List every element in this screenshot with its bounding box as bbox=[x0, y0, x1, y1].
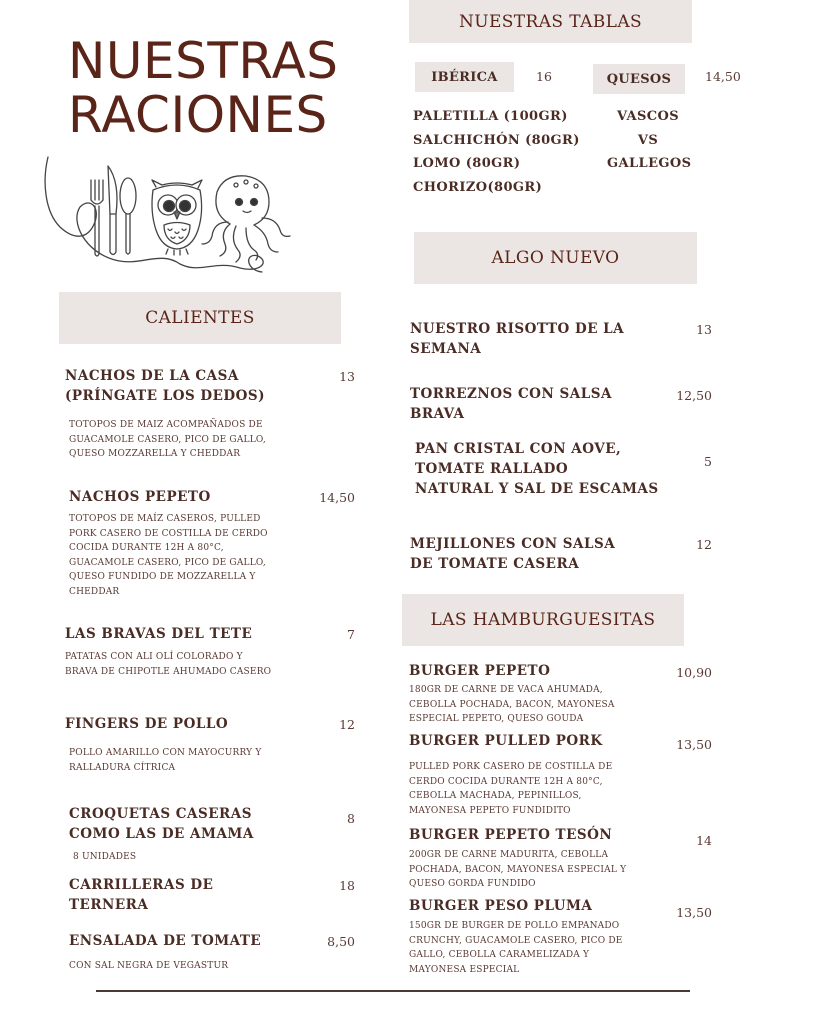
item-price: 5 bbox=[704, 454, 712, 469]
menu-item-nachos-de-la-casa bbox=[65, 366, 365, 462]
title-line-2: RACIONES bbox=[68, 86, 328, 144]
tag-text: IBÉRICA bbox=[431, 69, 498, 85]
fork-icon bbox=[91, 180, 103, 256]
item-description: PATATAS CON ALI OLÍ COLORADO Y BRAVA DE CHIPOTLE AHUMADO CASERO bbox=[65, 652, 272, 677]
menu-item-pan-cristal bbox=[415, 439, 722, 499]
item-price: 8 bbox=[347, 811, 355, 826]
menu-item-fingers-de-pollo bbox=[65, 714, 365, 775]
section-heading: NUESTRAS TABLAS bbox=[458, 11, 643, 32]
item-price: 13,50 bbox=[676, 737, 712, 752]
item-price: 12,50 bbox=[676, 388, 712, 403]
item-price: 18 bbox=[339, 878, 355, 893]
tabla-label-iberica bbox=[415, 62, 514, 92]
section-banner-algo-nuevo bbox=[414, 232, 697, 284]
item-name: BURGER PEPETO bbox=[409, 663, 551, 679]
menu-item-burger-pulled-pork bbox=[409, 731, 712, 818]
tabla-price-quesos: 14,50 bbox=[705, 69, 741, 84]
menu-item-croquetas-caseras bbox=[69, 804, 365, 865]
section-heading: LAS HAMBURGUESITAS bbox=[430, 610, 656, 630]
menu-item-nachos-pepeto bbox=[69, 487, 365, 599]
item-price: 13 bbox=[696, 322, 712, 337]
section-heading: ALGO NUEVO bbox=[491, 248, 620, 268]
item-name: FINGERS DE POLLO bbox=[65, 716, 229, 732]
item-name: BURGER PEPETO TESÓN bbox=[409, 827, 613, 843]
octopus-icon bbox=[202, 176, 290, 262]
menu-item-mejillones bbox=[410, 534, 712, 574]
item-price: 7 bbox=[347, 627, 355, 642]
section-banner-nuestras-tablas bbox=[409, 0, 692, 43]
menu-item-burger-pepeto bbox=[409, 661, 712, 727]
item-description: PULLED PORK CASERO DE COSTILLA DE CERDO COCIDA DURANTE 12H A 80°C, CEBOLLA MACHADA, PEPINILLOS, MAYONESA PEPETO FUNDIDITO bbox=[409, 762, 613, 816]
item-description: CON SAL NEGRA DE VEGASTUR bbox=[69, 961, 229, 971]
item-name: BURGER PULLED PORK bbox=[409, 733, 603, 749]
tabla-quesos-items: VASCOS VS GALLEGOS bbox=[607, 109, 692, 171]
tabla-price-iberica: 16 bbox=[536, 69, 552, 84]
menu-item-ensalada-de-tomate bbox=[69, 931, 365, 974]
item-name: NACHOS DE LA CASA (PRÍNGATE LOS DEDOS) bbox=[65, 368, 266, 404]
bottom-divider bbox=[96, 990, 690, 992]
section-banner-las-hamburguesitas bbox=[402, 594, 684, 646]
item-description: 180GR DE CARNE DE VACA AHUMADA, CEBOLLA POCHADA, BACON, MAYONESA ESPECIAL PEPETO, QUESO GOUDA bbox=[409, 685, 615, 724]
item-name: MEJILLONES CON SALSA DE TOMATE CASERA bbox=[410, 536, 616, 572]
item-description: 200GR DE CARNE MADURITA, CEBOLLA POCHADA, BACON, MAYONESA ESPECIAL Y QUESO GORDA FUNDIDO bbox=[409, 850, 627, 889]
section-banner-calientes bbox=[59, 292, 341, 344]
item-name: TORREZNOS CON SALSA BRAVA bbox=[410, 386, 612, 422]
item-price: 8,50 bbox=[327, 934, 355, 949]
title-line-1: NUESTRAS bbox=[68, 32, 339, 90]
item-name: LAS BRAVAS DEL TETE bbox=[65, 626, 253, 642]
item-price: 13 bbox=[339, 369, 355, 384]
item-name: NACHOS PEPETO bbox=[69, 489, 211, 505]
item-price: 12 bbox=[696, 537, 712, 552]
page-title bbox=[68, 34, 339, 142]
illustration bbox=[40, 152, 300, 277]
owl-icon bbox=[152, 180, 202, 255]
section-heading: CALIENTES bbox=[145, 308, 255, 328]
item-price: 10,90 bbox=[676, 665, 712, 680]
swirl-line bbox=[45, 157, 263, 272]
menu-item-las-bravas-del-tete bbox=[65, 624, 365, 679]
menu-item-carrilleras-de-ternera bbox=[69, 875, 365, 915]
item-description: 150GR DE BURGER DE POLLO EMPANADO CRUNCHY, GUACAMOLE CASERO, PICO DE GALLO, CEBOLLA CARAMELIZADA Y MAYONESA ESPECIAL bbox=[409, 921, 623, 975]
item-price: 14 bbox=[696, 833, 712, 848]
menu-item-torreznos bbox=[410, 384, 712, 424]
item-name: BURGER PESO PLUMA bbox=[409, 898, 593, 914]
menu-item-risotto bbox=[410, 319, 722, 359]
item-name: CROQUETAS CASERAS COMO LAS DE AMAMA bbox=[69, 806, 254, 842]
item-description: 8 UNIDADES bbox=[73, 852, 137, 862]
item-name: CARRILLERAS DE TERNERA bbox=[69, 877, 214, 913]
item-price: 13,50 bbox=[676, 905, 712, 920]
item-name: PAN CRISTAL CON AOVE, TOMATE RALLADO NATURAL Y SAL DE ESCAMAS bbox=[415, 441, 659, 497]
item-name: ENSALADA DE TOMATE bbox=[69, 933, 262, 949]
item-description: TOTOPOS DE MAÍZ CASEROS, PULLED PORK CASERO DE COSTILLA DE CERDO COCIDA DURANTE 12H A 80°C, GUACAMOLE CASERO, PICO DE GALLO, QUESO FUNDIDO DE MOZZARELLA Y CHEDDAR bbox=[69, 514, 268, 597]
menu-item-burger-pepeto-teson bbox=[409, 825, 712, 892]
item-description: POLLO AMARILLO CON MAYOCURRY Y RALLADURA CÍTRICA bbox=[69, 748, 262, 773]
item-price: 12 bbox=[339, 717, 355, 732]
tabla-iberica-items: PALETILLA (100GR) SALCHICHÓN (80GR) LOMO (80GR) CHORIZO(80GR) bbox=[413, 109, 580, 195]
item-description: TOTOPOS DE MAIZ ACOMPAÑADOS DE GUACAMOLE CASERO, PICO DE GALLO, QUESO MOZZARELLA Y CHEDDAR bbox=[69, 420, 266, 459]
tag-text: QUESOS bbox=[606, 71, 672, 87]
menu-item-burger-peso-pluma bbox=[409, 896, 712, 977]
item-price: 14,50 bbox=[319, 490, 355, 505]
tabla-label-quesos bbox=[593, 64, 685, 94]
spoon-icon bbox=[120, 178, 136, 254]
knife-icon bbox=[108, 166, 117, 255]
item-name: NUESTRO RISOTTO DE LA SEMANA bbox=[410, 321, 625, 357]
